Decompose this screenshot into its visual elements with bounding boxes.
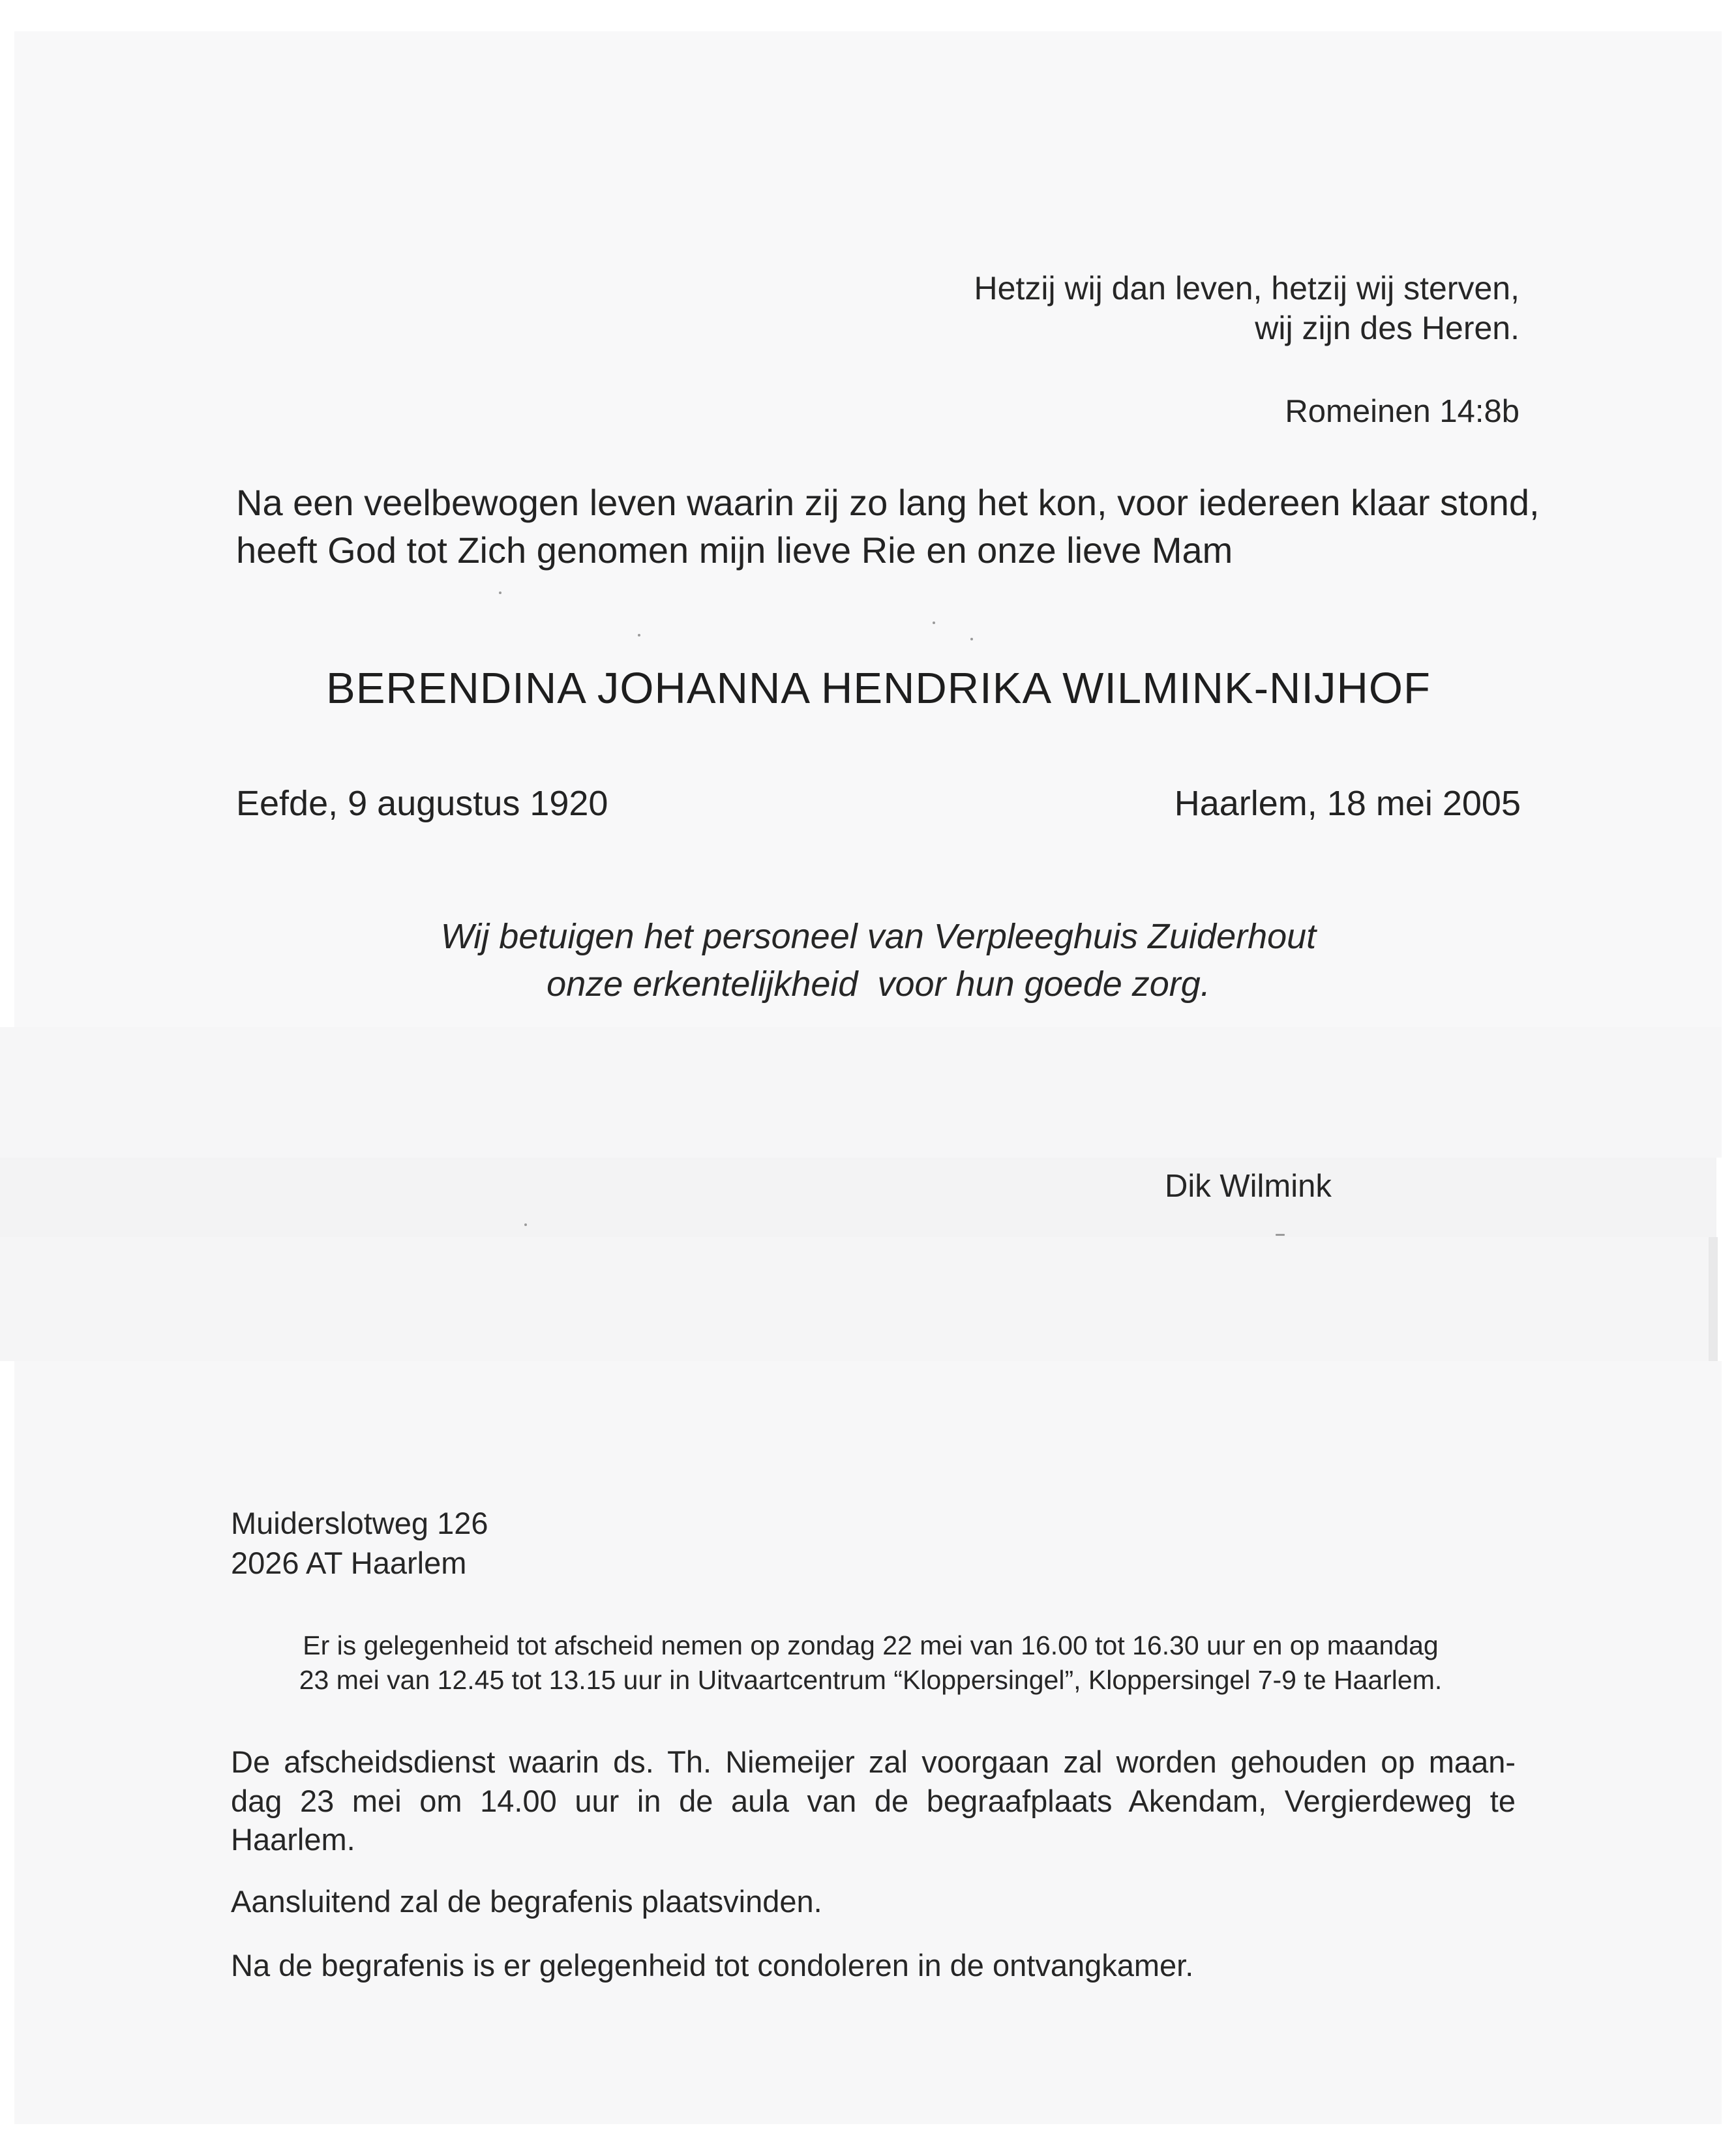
scan-speck [970,638,973,640]
announcement-intro [236,479,1540,575]
service-notice-line: De afscheidsdienst waarin ds. Th. Niemeijer zal voorgaan zal worden gehouden op maan- [231,1744,1516,1779]
scan-speck [933,621,935,624]
correspondence-address [231,1503,488,1583]
announcement-intro-line: Na een veelbewogen leven waarin zij zo lang het kon, voor iedereen klaar stond, [236,482,1540,523]
bible-verse [974,269,1519,348]
fold-band [0,1158,1716,1237]
bible-verse-reference: Romeinen 14:8b [1285,394,1519,429]
viewing-notice [248,1628,1493,1698]
scan-speck [524,1223,527,1226]
bible-verse-line: Hetzij wij dan leven, hetzij wij sterven, [974,270,1519,307]
announcement-intro-line: heeft God tot Zich genomen mijn lieve Rie en onze lieve Mam [236,529,1233,571]
viewing-notice-line: Er is gelegenheid tot afscheid nemen op zondag 22 mei van 16.00 tot 16.30 uur en op maandag [303,1630,1439,1660]
viewing-notice-line: 23 mei van 12.45 tot 13.15 uur in Uitvaartcentrum “Kloppersingel”, Kloppersingel 7-9 te Haarlem. [299,1665,1443,1696]
scan-speck [499,591,501,594]
card-sheet-lower [0,1027,1722,1158]
acknowledgement-line: Wij betuigen het personeel van Verpleeghuis Zuiderhout [440,917,1317,956]
scan-speck [638,634,640,636]
address-street: Muiderslotweg 126 [231,1506,488,1540]
acknowledgement-line: onze erkentelijkheid voor hun goede zorg. [546,965,1210,1004]
paper-edge [1709,1237,1718,1361]
service-notice-line: Haarlem. [231,1822,355,1857]
address-postal-city: 2026 AT Haarlem [231,1546,467,1581]
burial-notice: Aansluitend zal de begrafenis plaatsvinden. [231,1884,822,1919]
paper-gap-strip [0,1237,1715,1361]
bible-verse-line: wij zijn des Heren. [1255,310,1519,346]
signatory: Dik Wilmink [1165,1169,1332,1204]
acknowledgement [236,913,1521,1009]
funeral-service-notice [231,1743,1516,1859]
death-place-date: Haarlem, 18 mei 2005 [1174,784,1521,823]
scan-speck [1276,1234,1285,1236]
condolence-notice: Na de begrafenis is er gelegenheid tot condoleren in de ontvangkamer. [231,1948,1194,1983]
birth-place-date: Eefde, 9 augustus 1920 [236,784,608,823]
service-notice-line: dag 23 mei om 14.00 uur in de aula van de begraafplaats Akendam, Vergierdeweg te [231,1783,1516,1818]
deceased-name: BERENDINA JOHANNA HENDRIKA WILMINK-NIJHOF [326,664,1431,713]
